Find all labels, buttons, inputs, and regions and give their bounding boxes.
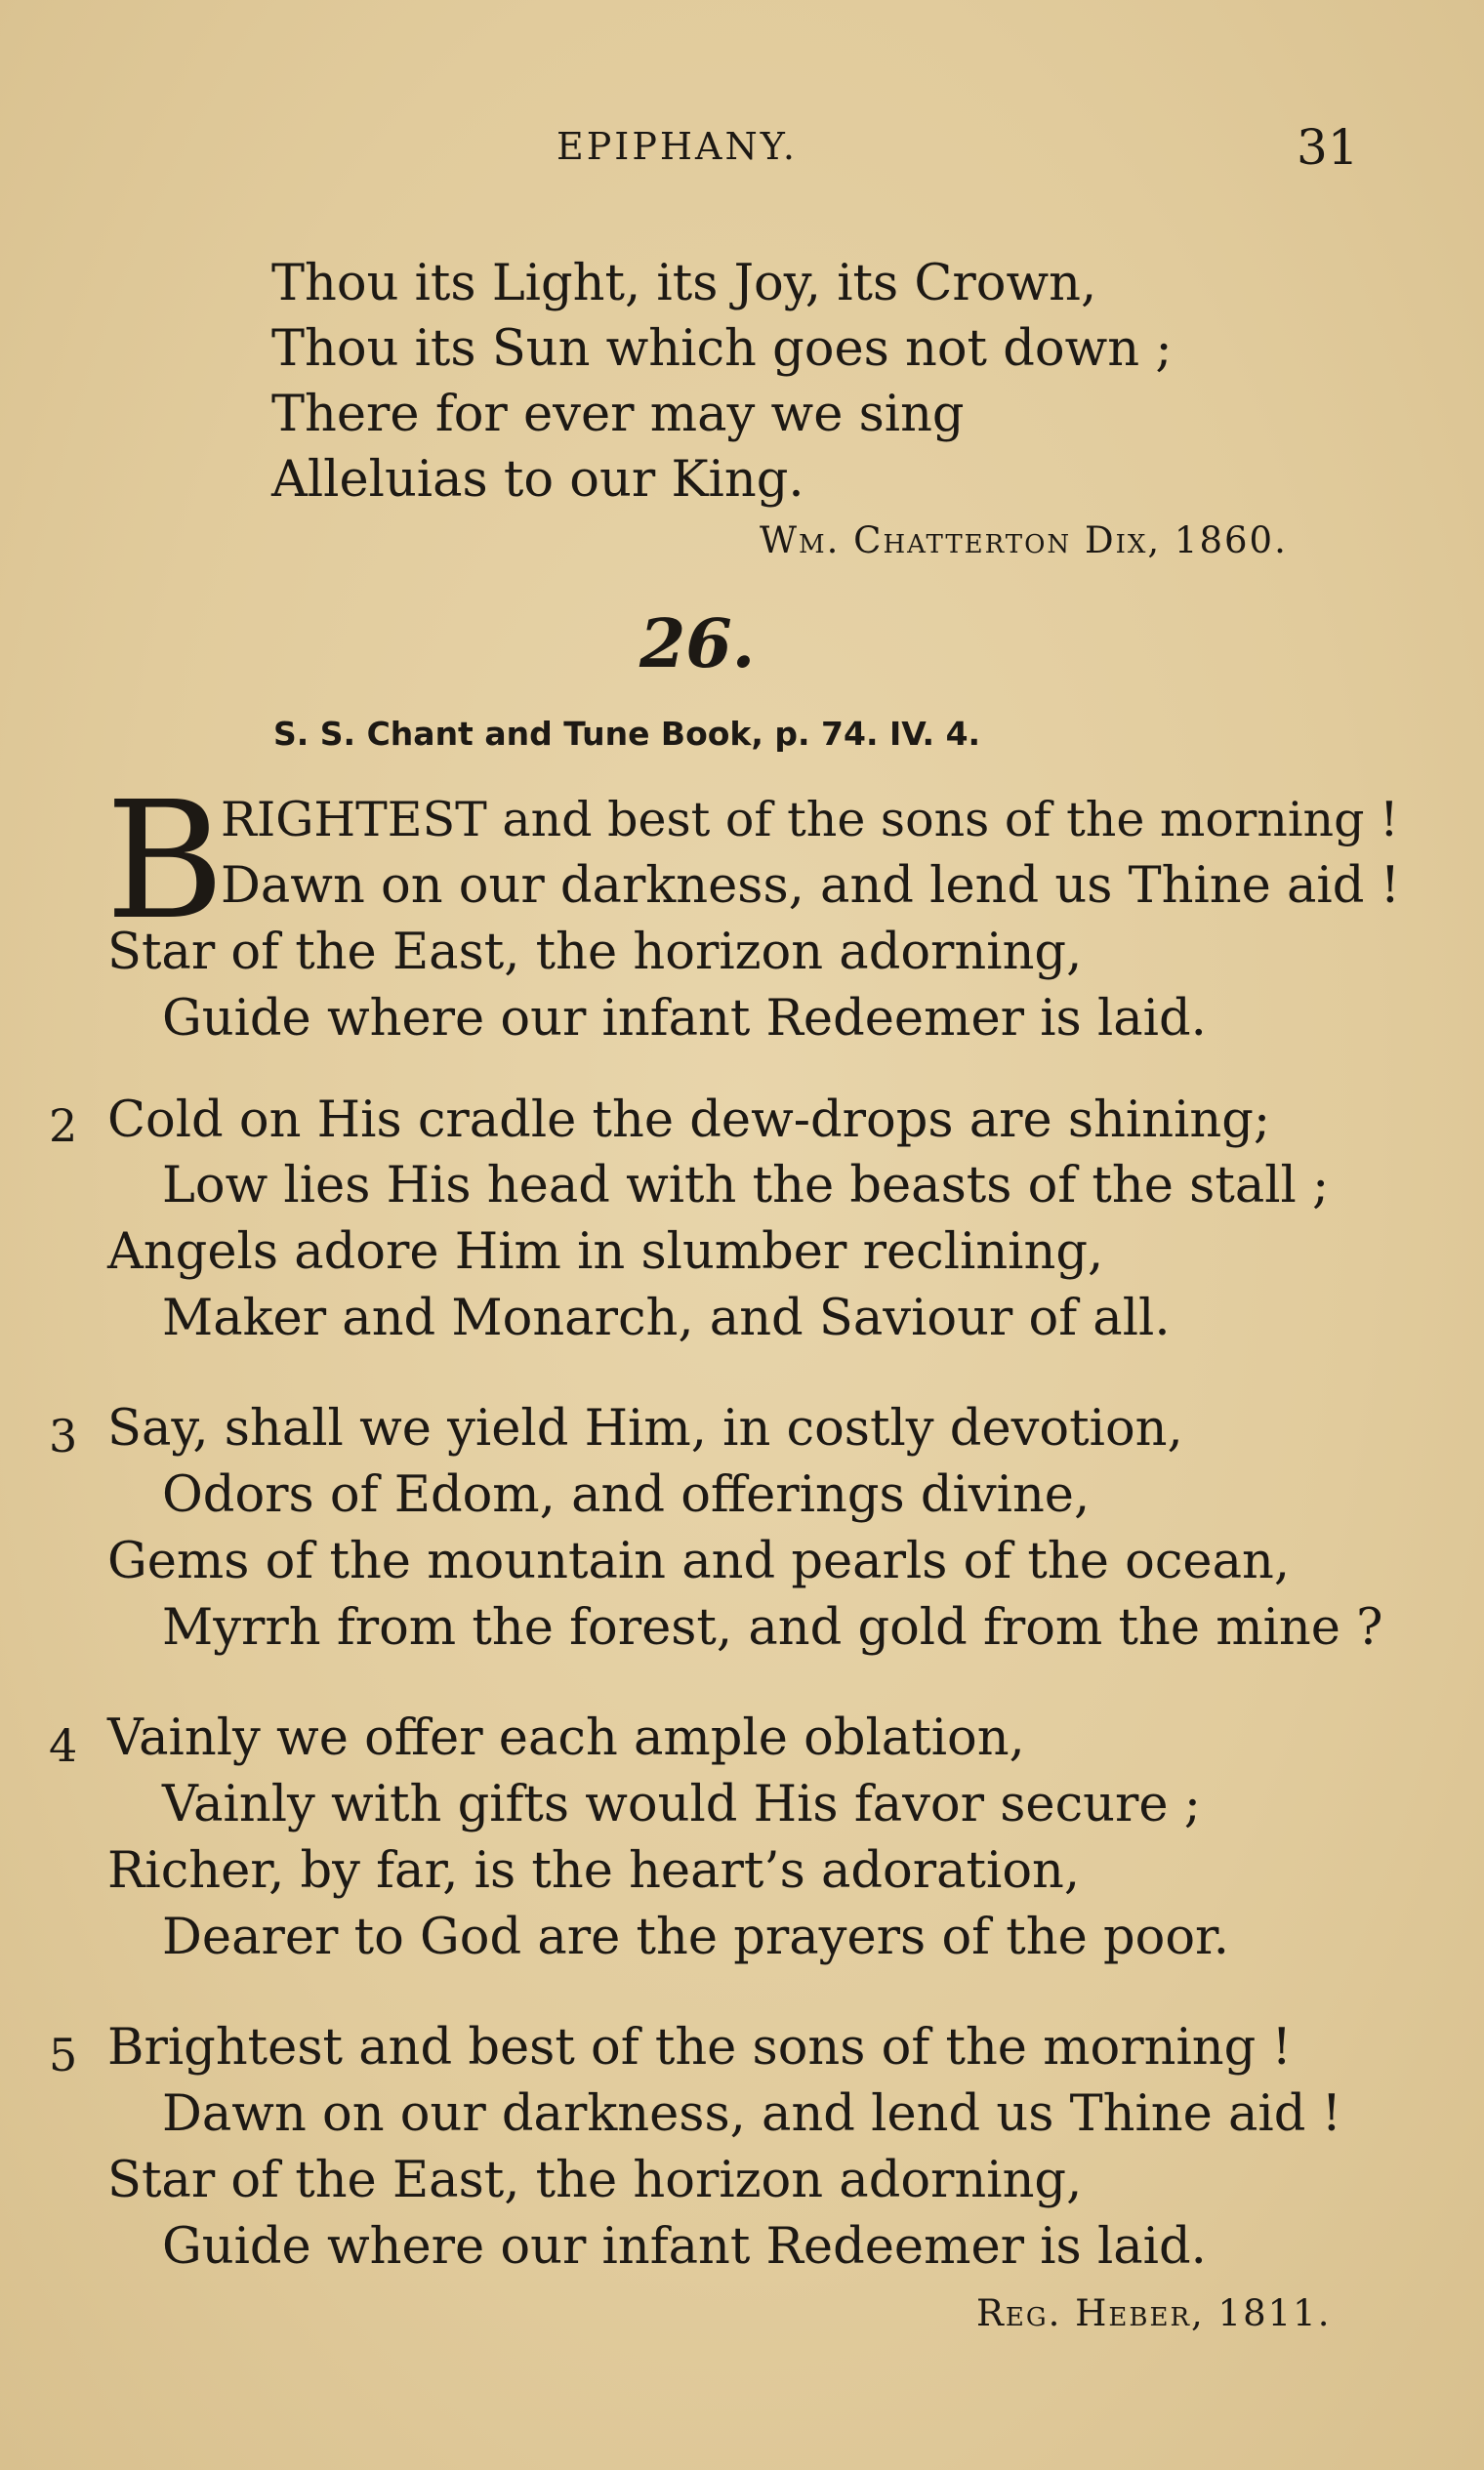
page-number: 31	[1297, 119, 1359, 176]
stanza-5-line: Star of the East, the horizon adorning,	[107, 2152, 1083, 2209]
stanza-5-line: Guide where our infant Redeemer is laid.	[162, 2218, 1207, 2276]
previous-hymn-line: Thou its Light, its Joy, its Crown,	[271, 255, 1097, 312]
previous-hymn-attribution: Wm. Chatterton Dix, 1860.	[760, 519, 1288, 561]
previous-hymn-line: Alleluias to our King.	[271, 451, 804, 509]
stanza-1-line: RIGHTEST and best of the sons of the morning !	[221, 792, 1399, 847]
stanza-1-line: Dawn on our darkness, and lend us Thine aid !	[221, 857, 1401, 915]
stanza-5-line: Dawn on our darkness, and lend us Thine aid !	[162, 2085, 1342, 2143]
stanza-4-line: Dearer to God are the prayers of the poor.	[162, 1909, 1230, 1966]
stanza-number: 4	[49, 1719, 78, 1772]
stanza-1-line: Guide where our infant Redeemer is laid.	[162, 990, 1207, 1048]
previous-hymn-line: Thou its Sun which goes not down ;	[271, 320, 1173, 378]
previous-hymn-line: There for ever may we sing	[271, 386, 965, 443]
stanza-2-line: Cold on His cradle the dew-drops are shining;	[107, 1091, 1271, 1149]
stanza-5-line: Brightest and best of the sons of the morning !	[107, 2019, 1292, 2077]
hymn-number: 26.	[639, 605, 756, 683]
running-title: EPIPHANY.	[556, 125, 798, 168]
stanza-3-line: Gems of the mountain and pearls of the ocean,	[107, 1533, 1291, 1590]
stanza-1-line: Star of the East, the horizon adorning,	[107, 924, 1083, 981]
stanza-number: 2	[49, 1099, 78, 1152]
hymn-attribution: Reg. Heber, 1811.	[976, 2292, 1332, 2334]
stanza-3-line: Say, shall we yield Him, in costly devotion,	[107, 1400, 1183, 1458]
stanza-2-line: Maker and Monarch, and Saviour of all.	[162, 1290, 1171, 1347]
stanza-3-line: Myrrh from the forest, and gold from the mine ?	[162, 1599, 1383, 1657]
drop-cap: B	[105, 767, 225, 956]
stanza-3-line: Odors of Edom, and offerings divine,	[162, 1466, 1091, 1524]
stanza-4-line: Richer, by far, is the heart’s adoration,	[107, 1842, 1081, 1900]
stanza-number: 5	[49, 2029, 78, 2081]
stanza-2-line: Low lies His head with the beasts of the stall ;	[162, 1157, 1330, 1214]
stanza-2-line: Angels adore Him in slumber reclining,	[107, 1223, 1104, 1281]
stanza-4-line: Vainly with gifts would His favor secure ;	[162, 1776, 1201, 1833]
stanza-number: 3	[49, 1410, 78, 1462]
stanza-4-line: Vainly we offer each ample oblation,	[107, 1709, 1025, 1767]
tune-reference: S. S. Chant and Tune Book, p. 74. IV. 4.	[273, 715, 981, 753]
